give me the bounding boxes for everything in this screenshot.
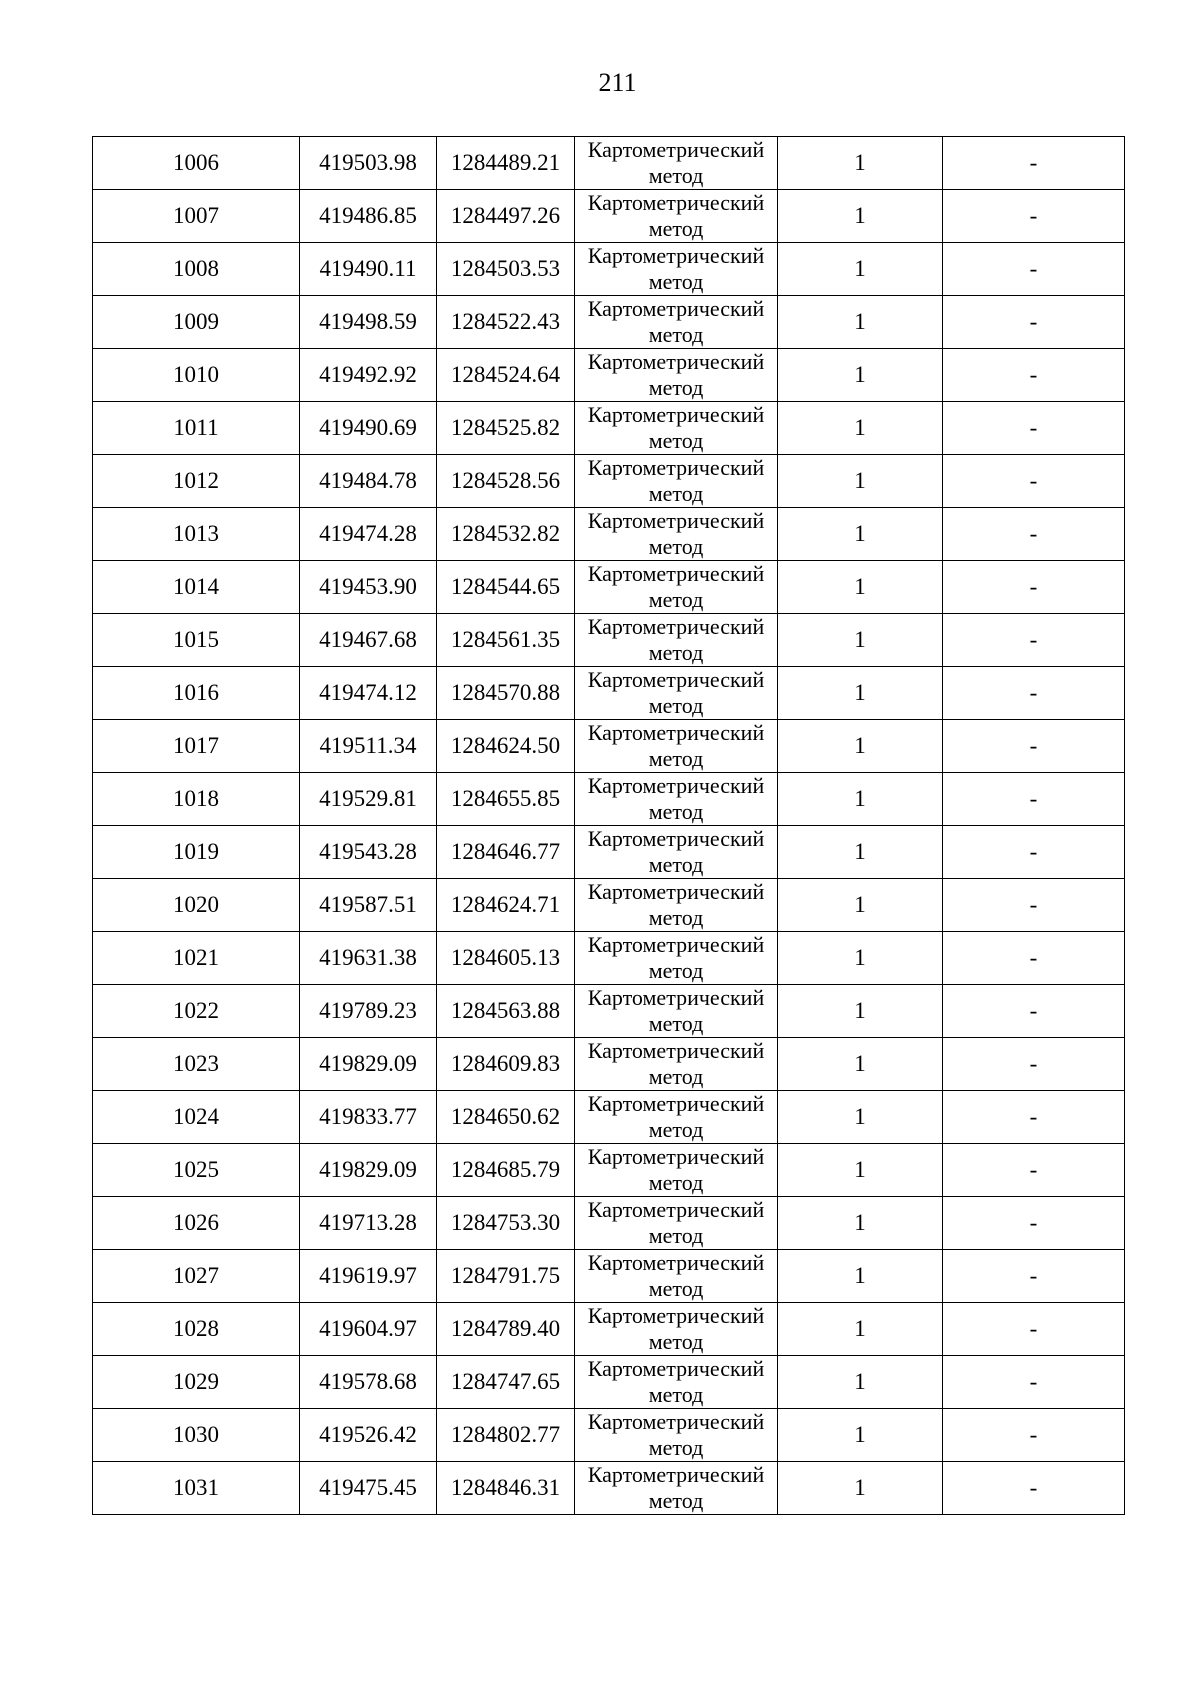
method-cell <box>575 1038 778 1091</box>
point-id-cell: 1029 <box>93 1356 300 1409</box>
coordinates-table <box>92 136 1125 1515</box>
table-row <box>93 1197 1125 1250</box>
method-cell <box>575 455 778 508</box>
x-coordinate-cell: 419619.97 <box>300 1250 437 1303</box>
point-id-cell: 1022 <box>93 985 300 1038</box>
method-text-line: метод <box>648 269 704 294</box>
y-coordinate-cell: 1284561.35 <box>437 614 575 667</box>
table-row <box>93 508 1125 561</box>
table-row <box>93 985 1125 1038</box>
method-text-line: метод <box>648 1382 704 1407</box>
y-coordinate-cell: 1284846.31 <box>437 1462 575 1515</box>
y-coordinate-cell: 1284624.71 <box>437 879 575 932</box>
y-coordinate-cell: 1284544.65 <box>437 561 575 614</box>
method-text-line: метод <box>648 1117 704 1142</box>
x-coordinate-cell: 419511.34 <box>300 720 437 773</box>
accuracy-cell: 1 <box>778 243 943 296</box>
note-cell: - <box>943 1250 1125 1303</box>
method-cell <box>575 1462 778 1515</box>
accuracy-cell: 1 <box>778 455 943 508</box>
method-cell <box>575 1409 778 1462</box>
table-row <box>93 879 1125 932</box>
note-cell: - <box>943 508 1125 561</box>
point-id-cell: 1030 <box>93 1409 300 1462</box>
x-coordinate-cell: 419467.68 <box>300 614 437 667</box>
point-id-cell: 1012 <box>93 455 300 508</box>
y-coordinate-cell: 1284525.82 <box>437 402 575 455</box>
x-coordinate-cell: 419475.45 <box>300 1462 437 1515</box>
method-text-line: метод <box>648 1170 704 1195</box>
y-coordinate-cell: 1284655.85 <box>437 773 575 826</box>
note-cell: - <box>943 349 1125 402</box>
note-cell: - <box>943 1303 1125 1356</box>
x-coordinate-cell: 419492.92 <box>300 349 437 402</box>
method-text-line: метод <box>648 1276 704 1301</box>
method-text-line: метод <box>648 163 704 188</box>
y-coordinate-cell: 1284609.83 <box>437 1038 575 1091</box>
point-id-cell: 1028 <box>93 1303 300 1356</box>
accuracy-cell: 1 <box>778 1303 943 1356</box>
accuracy-cell: 1 <box>778 1091 943 1144</box>
table-row <box>93 137 1125 190</box>
table-row <box>93 243 1125 296</box>
method-text-line: Картометрический <box>587 1197 765 1222</box>
method-cell <box>575 1356 778 1409</box>
point-id-cell: 1013 <box>93 508 300 561</box>
note-cell: - <box>943 1409 1125 1462</box>
table-row <box>93 932 1125 985</box>
y-coordinate-cell: 1284650.62 <box>437 1091 575 1144</box>
accuracy-cell: 1 <box>778 1462 943 1515</box>
method-cell <box>575 826 778 879</box>
x-coordinate-cell: 419578.68 <box>300 1356 437 1409</box>
accuracy-cell: 1 <box>778 508 943 561</box>
y-coordinate-cell: 1284802.77 <box>437 1409 575 1462</box>
x-coordinate-cell: 419503.98 <box>300 137 437 190</box>
accuracy-cell: 1 <box>778 137 943 190</box>
y-coordinate-cell: 1284605.13 <box>437 932 575 985</box>
method-text-line: Картометрический <box>587 1091 765 1116</box>
method-text-line: Картометрический <box>587 1356 765 1381</box>
point-id-cell: 1009 <box>93 296 300 349</box>
table-row <box>93 561 1125 614</box>
note-cell: - <box>943 243 1125 296</box>
method-cell <box>575 137 778 190</box>
table-row <box>93 1091 1125 1144</box>
y-coordinate-cell: 1284503.53 <box>437 243 575 296</box>
method-cell <box>575 561 778 614</box>
method-text-line: метод <box>648 640 704 665</box>
method-text-line: Картометрический <box>587 985 765 1010</box>
note-cell: - <box>943 402 1125 455</box>
method-text-line: метод <box>648 375 704 400</box>
x-coordinate-cell: 419474.28 <box>300 508 437 561</box>
table-row <box>93 349 1125 402</box>
point-id-cell: 1008 <box>93 243 300 296</box>
method-text-line: Картометрический <box>587 1303 765 1328</box>
accuracy-cell: 1 <box>778 773 943 826</box>
note-cell: - <box>943 455 1125 508</box>
point-id-cell: 1011 <box>93 402 300 455</box>
method-text-line: метод <box>648 322 704 347</box>
accuracy-cell: 1 <box>778 1197 943 1250</box>
method-cell <box>575 296 778 349</box>
table-row <box>93 1462 1125 1515</box>
accuracy-cell: 1 <box>778 720 943 773</box>
method-text-line: метод <box>648 693 704 718</box>
y-coordinate-cell: 1284570.88 <box>437 667 575 720</box>
method-text-line: метод <box>648 958 704 983</box>
x-coordinate-cell: 419484.78 <box>300 455 437 508</box>
table-row <box>93 402 1125 455</box>
method-text-line: Картометрический <box>587 508 765 533</box>
method-text-line: метод <box>648 1488 704 1513</box>
method-cell <box>575 614 778 667</box>
note-cell: - <box>943 137 1125 190</box>
note-cell: - <box>943 1091 1125 1144</box>
method-text-line: Картометрический <box>587 243 765 268</box>
method-text-line: Картометрический <box>587 296 765 321</box>
method-cell <box>575 1303 778 1356</box>
y-coordinate-cell: 1284532.82 <box>437 508 575 561</box>
accuracy-cell: 1 <box>778 402 943 455</box>
point-id-cell: 1020 <box>93 879 300 932</box>
method-cell <box>575 190 778 243</box>
method-text-line: Картометрический <box>587 455 765 480</box>
accuracy-cell: 1 <box>778 349 943 402</box>
point-id-cell: 1024 <box>93 1091 300 1144</box>
method-text-line: Картометрический <box>587 1250 765 1275</box>
x-coordinate-cell: 419486.85 <box>300 190 437 243</box>
x-coordinate-cell: 419789.23 <box>300 985 437 1038</box>
method-text-line: Картометрический <box>587 720 765 745</box>
accuracy-cell: 1 <box>778 614 943 667</box>
method-text-line: Картометрический <box>587 879 765 904</box>
point-id-cell: 1025 <box>93 1144 300 1197</box>
method-text-line: Картометрический <box>587 1409 765 1434</box>
point-id-cell: 1031 <box>93 1462 300 1515</box>
x-coordinate-cell: 419526.42 <box>300 1409 437 1462</box>
method-text-line: Картометрический <box>587 826 765 851</box>
note-cell: - <box>943 190 1125 243</box>
note-cell: - <box>943 826 1125 879</box>
x-coordinate-cell: 419498.59 <box>300 296 437 349</box>
method-cell <box>575 1091 778 1144</box>
point-id-cell: 1021 <box>93 932 300 985</box>
method-text-line: метод <box>648 587 704 612</box>
method-cell <box>575 402 778 455</box>
y-coordinate-cell: 1284646.77 <box>437 826 575 879</box>
x-coordinate-cell: 419713.28 <box>300 1197 437 1250</box>
method-cell <box>575 667 778 720</box>
method-text-line: метод <box>648 428 704 453</box>
y-coordinate-cell: 1284524.64 <box>437 349 575 402</box>
x-coordinate-cell: 419587.51 <box>300 879 437 932</box>
accuracy-cell: 1 <box>778 826 943 879</box>
method-text-line: метод <box>648 746 704 771</box>
method-cell <box>575 1144 778 1197</box>
method-cell <box>575 243 778 296</box>
table-row <box>93 1356 1125 1409</box>
x-coordinate-cell: 419829.09 <box>300 1038 437 1091</box>
table-body <box>93 137 1125 1515</box>
page-number: 211 <box>598 68 637 97</box>
method-text-line: метод <box>648 905 704 930</box>
note-cell: - <box>943 985 1125 1038</box>
table-row <box>93 1038 1125 1091</box>
method-text-line: Картометрический <box>587 561 765 586</box>
method-cell <box>575 879 778 932</box>
accuracy-cell: 1 <box>778 1409 943 1462</box>
table-row <box>93 720 1125 773</box>
method-text-line: Картометрический <box>587 667 765 692</box>
x-coordinate-cell: 419490.69 <box>300 402 437 455</box>
method-cell <box>575 1197 778 1250</box>
point-id-cell: 1017 <box>93 720 300 773</box>
method-cell <box>575 1250 778 1303</box>
table-row <box>93 1144 1125 1197</box>
x-coordinate-cell: 419453.90 <box>300 561 437 614</box>
point-id-cell: 1023 <box>93 1038 300 1091</box>
method-text-line: метод <box>648 1329 704 1354</box>
y-coordinate-cell: 1284789.40 <box>437 1303 575 1356</box>
method-text-line: метод <box>648 216 704 241</box>
point-id-cell: 1027 <box>93 1250 300 1303</box>
accuracy-cell: 1 <box>778 1250 943 1303</box>
method-text-line: Картометрический <box>587 1462 765 1487</box>
note-cell: - <box>943 773 1125 826</box>
method-text-line: Картометрический <box>587 349 765 374</box>
point-id-cell: 1019 <box>93 826 300 879</box>
table-row <box>93 773 1125 826</box>
method-cell <box>575 985 778 1038</box>
accuracy-cell: 1 <box>778 1038 943 1091</box>
point-id-cell: 1018 <box>93 773 300 826</box>
note-cell: - <box>943 1038 1125 1091</box>
point-id-cell: 1015 <box>93 614 300 667</box>
method-text-line: Картометрический <box>587 137 765 162</box>
y-coordinate-cell: 1284791.75 <box>437 1250 575 1303</box>
table-row <box>93 826 1125 879</box>
x-coordinate-cell: 419543.28 <box>300 826 437 879</box>
y-coordinate-cell: 1284528.56 <box>437 455 575 508</box>
y-coordinate-cell: 1284753.30 <box>437 1197 575 1250</box>
method-text-line: Картометрический <box>587 614 765 639</box>
x-coordinate-cell: 419631.38 <box>300 932 437 985</box>
accuracy-cell: 1 <box>778 561 943 614</box>
y-coordinate-cell: 1284624.50 <box>437 720 575 773</box>
accuracy-cell: 1 <box>778 190 943 243</box>
x-coordinate-cell: 419474.12 <box>300 667 437 720</box>
accuracy-cell: 1 <box>778 1144 943 1197</box>
y-coordinate-cell: 1284497.26 <box>437 190 575 243</box>
point-id-cell: 1006 <box>93 137 300 190</box>
table-row <box>93 1250 1125 1303</box>
method-text-line: метод <box>648 481 704 506</box>
table-row <box>93 667 1125 720</box>
method-text-line: метод <box>648 1064 704 1089</box>
point-id-cell: 1010 <box>93 349 300 402</box>
method-text-line: Картометрический <box>587 1144 765 1169</box>
table-row <box>93 1409 1125 1462</box>
note-cell: - <box>943 1356 1125 1409</box>
note-cell: - <box>943 614 1125 667</box>
method-text-line: метод <box>648 852 704 877</box>
note-cell: - <box>943 1144 1125 1197</box>
table-row <box>93 455 1125 508</box>
y-coordinate-cell: 1284747.65 <box>437 1356 575 1409</box>
y-coordinate-cell: 1284522.43 <box>437 296 575 349</box>
y-coordinate-cell: 1284563.88 <box>437 985 575 1038</box>
accuracy-cell: 1 <box>778 879 943 932</box>
x-coordinate-cell: 419490.11 <box>300 243 437 296</box>
x-coordinate-cell: 419833.77 <box>300 1091 437 1144</box>
x-coordinate-cell: 419529.81 <box>300 773 437 826</box>
y-coordinate-cell: 1284489.21 <box>437 137 575 190</box>
method-text-line: метод <box>648 1011 704 1036</box>
note-cell: - <box>943 879 1125 932</box>
method-text-line: Картометрический <box>587 402 765 427</box>
note-cell: - <box>943 932 1125 985</box>
note-cell: - <box>943 1462 1125 1515</box>
method-cell <box>575 349 778 402</box>
note-cell: - <box>943 667 1125 720</box>
method-text-line: Картометрический <box>587 190 765 215</box>
note-cell: - <box>943 296 1125 349</box>
method-cell <box>575 932 778 985</box>
point-id-cell: 1016 <box>93 667 300 720</box>
point-id-cell: 1014 <box>93 561 300 614</box>
method-text-line: метод <box>648 1223 704 1248</box>
table-row <box>93 296 1125 349</box>
point-id-cell: 1007 <box>93 190 300 243</box>
x-coordinate-cell: 419829.09 <box>300 1144 437 1197</box>
accuracy-cell: 1 <box>778 296 943 349</box>
accuracy-cell: 1 <box>778 1356 943 1409</box>
point-id-cell: 1026 <box>93 1197 300 1250</box>
method-cell <box>575 508 778 561</box>
method-text-line: метод <box>648 1435 704 1460</box>
note-cell: - <box>943 1197 1125 1250</box>
accuracy-cell: 1 <box>778 667 943 720</box>
table-row <box>93 190 1125 243</box>
accuracy-cell: 1 <box>778 985 943 1038</box>
note-cell: - <box>943 720 1125 773</box>
note-cell: - <box>943 561 1125 614</box>
method-text-line: Картометрический <box>587 773 765 798</box>
method-text-line: метод <box>648 534 704 559</box>
table-row <box>93 614 1125 667</box>
accuracy-cell: 1 <box>778 932 943 985</box>
method-text-line: метод <box>648 799 704 824</box>
x-coordinate-cell: 419604.97 <box>300 1303 437 1356</box>
method-text-line: Картометрический <box>587 932 765 957</box>
table-row <box>93 1303 1125 1356</box>
method-cell <box>575 720 778 773</box>
y-coordinate-cell: 1284685.79 <box>437 1144 575 1197</box>
method-cell <box>575 773 778 826</box>
method-text-line: Картометрический <box>587 1038 765 1063</box>
